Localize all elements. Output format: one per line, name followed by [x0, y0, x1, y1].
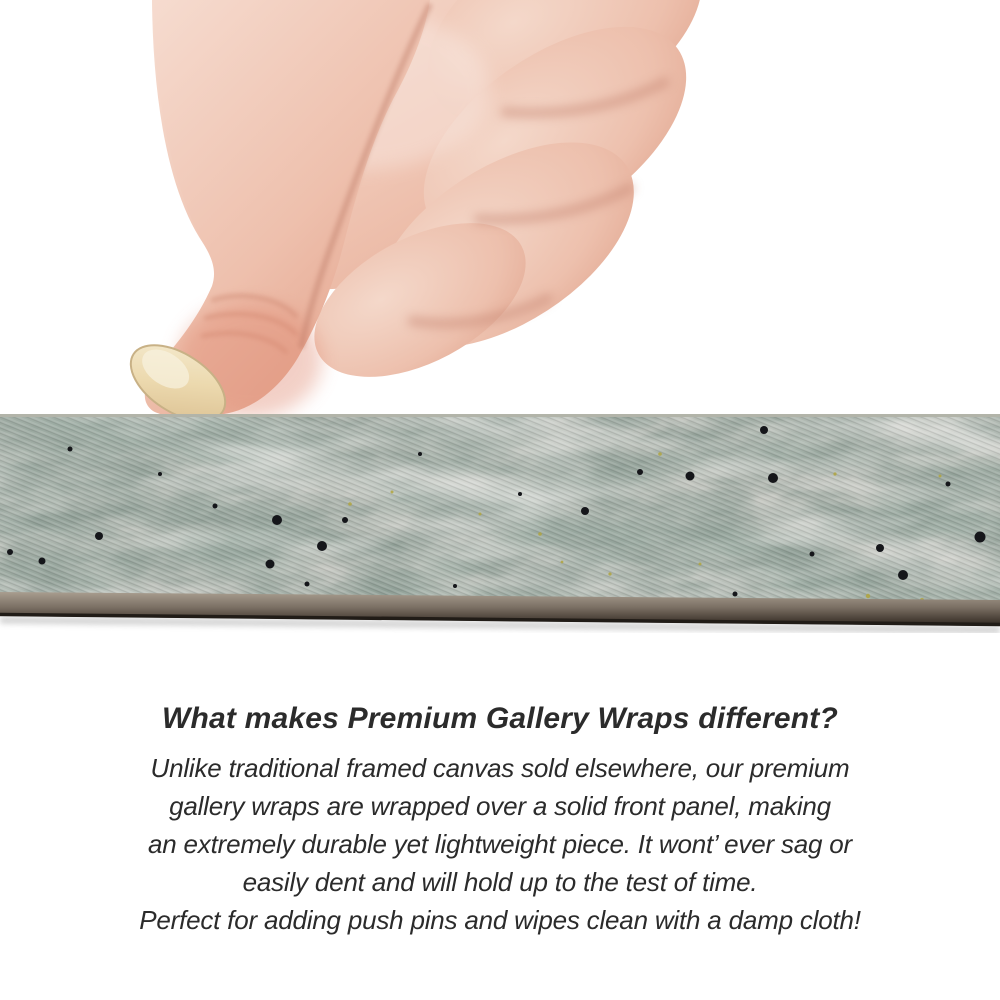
heading: What makes Premium Gallery Wraps different?	[161, 702, 839, 735]
body-line-4: easily dent and will hold up to the test of time.	[242, 867, 758, 897]
canvas-texture	[0, 414, 1000, 600]
body-line-2: gallery wraps are wrapped over a solid front panel, making	[169, 791, 831, 821]
body-line-1: Unlike traditional framed canvas sold elsewhere, our premium	[150, 753, 850, 783]
hand-photo	[0, 0, 1000, 416]
info-text-block	[0, 701, 1000, 939]
canvas-strip-photo	[0, 414, 1000, 638]
body-line-3: an extremely durable yet lightweight piece. It wont’ ever sag or	[147, 829, 853, 859]
body-line-5: Perfect for adding push pins and wipes clean with a damp cloth!	[139, 905, 861, 935]
